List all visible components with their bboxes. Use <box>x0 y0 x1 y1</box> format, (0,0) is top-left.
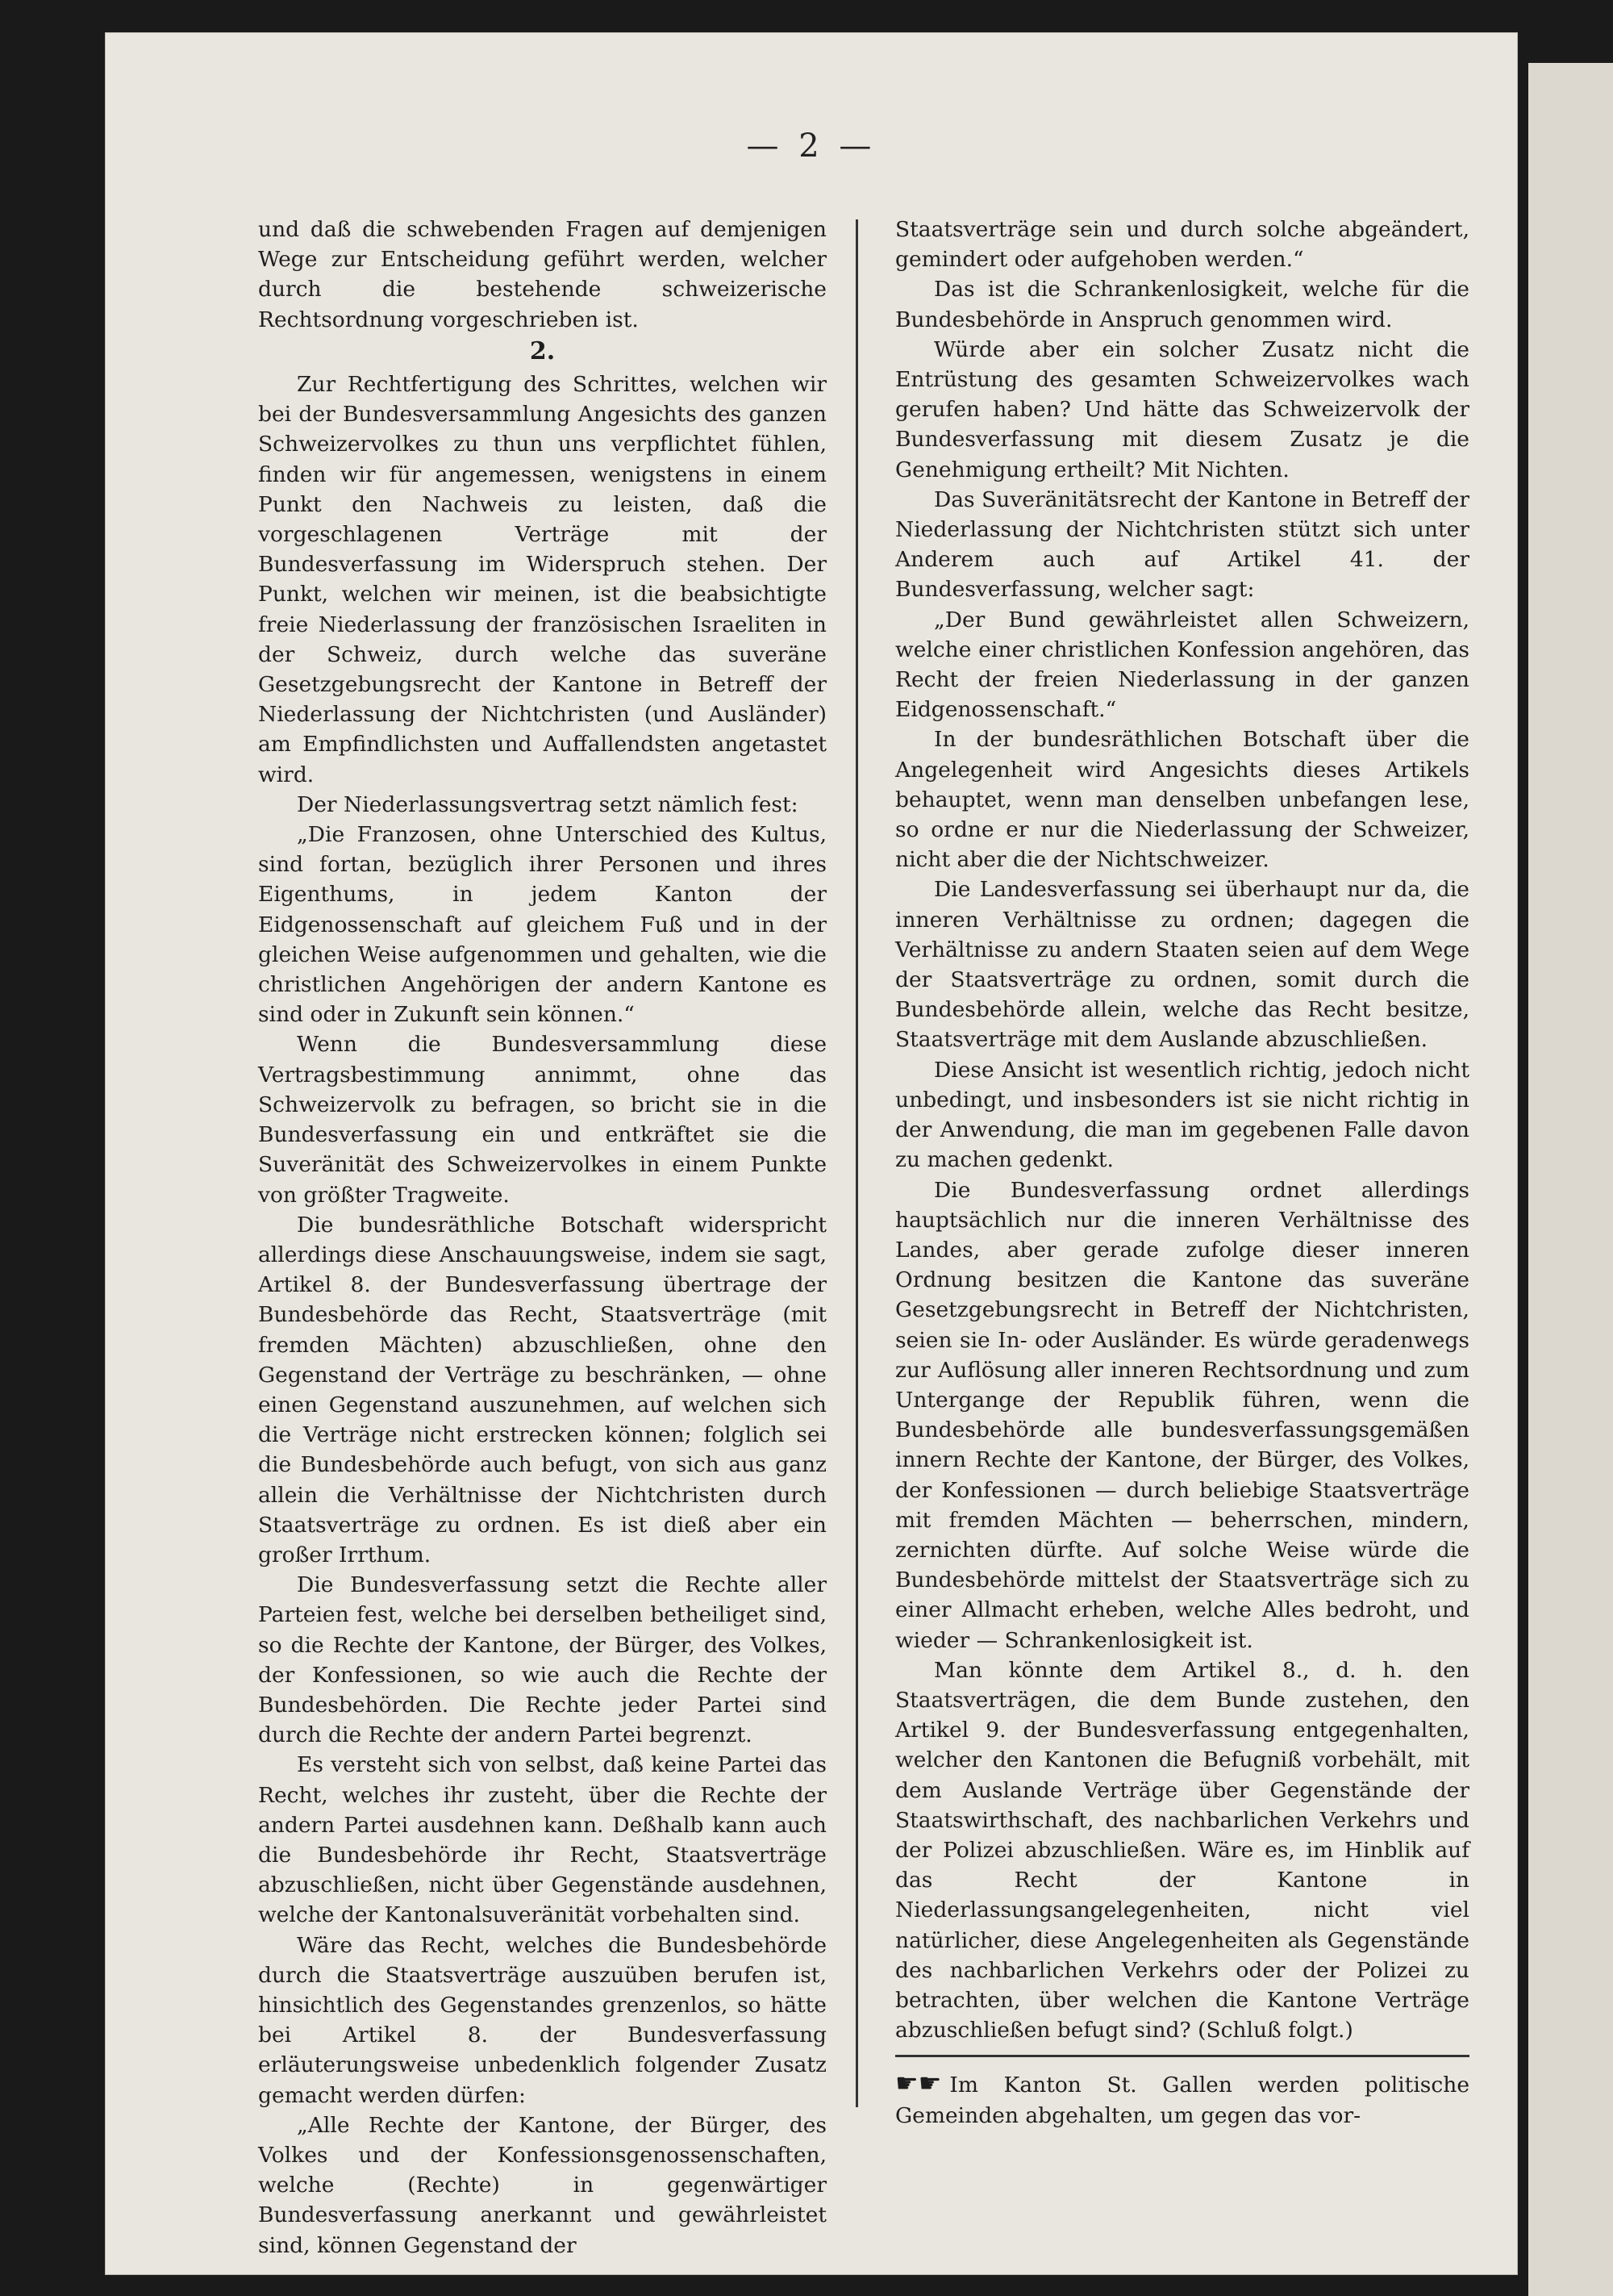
paragraph: Diese Ansicht ist wesentlich richtig, jedoch nicht unbedingt, und insbesonders ist sie nicht richtig in der Anwendung, die man im gegebenen Falle davon zu machen gedenkt. <box>895 1057 1469 1173</box>
paragraph: und daß die schwebenden Fragen auf demjenigen Wege zur Entscheidung geführt werden, welcher durch die bestehende schweizerische Rechtsordnung vorgeschrieben ist. <box>258 217 827 332</box>
right-column <box>895 215 1469 2131</box>
left-column <box>258 215 827 2261</box>
paragraph: Staatsverträge sein und durch solche abgeändert, gemindert oder aufgehoben werden.“ <box>895 217 1469 273</box>
column-divider <box>856 219 858 2107</box>
paragraph: Die bundesräthliche Botschaft widerspricht allerdings diese Anschauungsweise, indem sie sagt, Artikel 8. der Bundesverfassung übertrage der Bundesbehörde das Recht, Staatsverträge (mit fremden Mächten) abzuschließen, ohne den Gegenstand der Verträge zu beschränken, — ohne einen Gegenstand auszunehmen, auf welchen sich die Verträge nicht erstrecken können; folglich sei die Bundesbehörde auch befugt, von sich aus ganz allein die Verhältnisse der Nichtchristen durch Staatsverträge zu ordnen. Es ist dieß aber ein großer Irrthum. <box>258 1212 827 1568</box>
quote-paragraph: „Alle Rechte der Kantone, der Bürger, des Volkes und der Konfessionsgenossenschaften, welche (Rechte) in gegenwärtiger Bundesverfassung anerkannt und gewährleistet sind, können Gegenstand der <box>258 2112 827 2258</box>
newspaper-page <box>105 32 1518 2275</box>
paragraph: Die Bundesverfassung setzt die Rechte aller Parteien fest, welche bei derselben betheiliget sind, so die Rechte der Kantone, der Bürger, des Volkes, der Konfessionen, so wie auch die Rechte der Bundesbehörden. Die Rechte jeder Partei sind durch die Rechte der andern Partei begrenzt. <box>258 1572 827 1748</box>
notice-divider <box>895 2055 1469 2057</box>
notice-text: Im Kanton St. Gallen werden politische Gemeinden abgehalten, um gegen das vor- <box>895 2073 1469 2128</box>
paragraph: Das ist die Schrankenlosigkeit, welche für die Bundesbehörde in Anspruch genommen wird. <box>895 277 1469 332</box>
adjacent-page-edge <box>1528 63 1613 2296</box>
paragraph: Das Suveränitätsrecht der Kantone in Betreff der Niederlassung der Nichtchristen stützt sich unter Anderem auch auf Artikel 41. der Bundesverfassung, welcher sagt: <box>895 486 1469 603</box>
paragraph: Man könnte dem Artikel 8., d. h. den Staatsverträgen, die dem Bunde zustehen, den Artikel 9. der Bundesverfassung entgegenhalten, welcher den Kantonen die Befugniß vorbehält, mit dem Auslande Verträge über Gegenstände der Staatswirthschaft, des nachbarlichen Verkehrs und der Polizei abzuschließen. Wäre es, im Hinblik auf das Recht der Kantone in Niederlassungsangelegenheiten, nicht viel natürlicher, diese Angelegenheiten als Gegenstände des nachbarlichen Verkehrs oder der Polizei zu betrachten, über welchen die Kantone Verträge abzuschließen befugt sind? (Schluß folgt.) <box>895 1657 1469 2043</box>
paragraph: Es versteht sich von selbst, daß keine Partei das Recht, welches ihr zusteht, über die Rechte der andern Partei ausdehnen kann. Deßhalb kann auch die Bundesbehörde ihr Recht, Staatsverträge abzuschließen, nicht über Gegenstände ausdehnen, welche der Kantonalsuveränität vorbehalten sind. <box>258 1752 827 1928</box>
paragraph: Die Landesverfassung sei überhaupt nur da, die inneren Verhältnisse zu ordnen; dagegen die Verhältnisse zu andern Staaten seien auf dem Wege der Staatsverträge zu ordnen, somit durch die Bundesbehörde allein, welche das Recht besitze, Staatsverträge mit dem Auslande abzuschließen. <box>895 877 1469 1053</box>
paragraph: Zur Rechtfertigung des Schrittes, welchen wir bei der Bundesversammlung Angesichts des ganzen Schweizervolkes zu thun uns verpflichtet fühlen, finden wir für angemessen, wenigstens in einem Punkt den Nachweis zu leisten, daß die vorgeschlagenen Verträge mit der Bundesverfassung im Widerspruch stehen. Der Punkt, welchen wir meinen, ist die beabsichtigte freie Niederlassung der französischen Israeliten in der Schweiz, durch welche das suveräne Gesetzgebungsrecht der Kantone in Betreff der Niederlassung der Nichtchristen (und Ausländer) am Empfindlichsten und Auffallendsten angetastet wird. <box>258 372 827 787</box>
pointing-hand-icon: ☛☛ <box>895 2068 942 2099</box>
paragraph: Wenn die Bundesversammlung diese Vertragsbestimmung annimmt, ohne das Schweizervolk zu befragen, so bricht sie in die Bundesverfassung ein und entkräftet sie die Suveränität des Schweizervolkes in einem Punkte von größter Tragweite. <box>258 1032 827 1208</box>
page-number: — 2 — <box>746 127 877 165</box>
paragraph: Der Niederlassungsvertrag setzt nämlich fest: <box>297 791 798 817</box>
quote-paragraph: „Der Bund gewährleistet allen Schweizern, welche einer christlichen Konfession angehören, das Recht der freien Niederlassung in der ganzen Eidgenossenschaft.“ <box>895 607 1469 723</box>
section-number: 2. <box>529 336 556 365</box>
paragraph: Wäre das Recht, welches die Bundesbehörde durch die Staatsverträge auszuüben berufen ist, hinsichtlich des Gegenstandes grenzenlos, so hätte bei Artikel 8. der Bundesverfassung erläuterungsweise unbedenklich folgender Zusatz gemacht werden dürfen: <box>258 1932 827 2108</box>
paragraph: In der bundesräthlichen Botschaft über die Angelegenheit wird Angesichts dieses Artikels behauptet, wenn man denselben unbefangen lese, so ordne er nur die Niederlassung der Schweizer, nicht aber die der Nichtschweizer. <box>895 727 1469 873</box>
paragraph: Würde aber ein solcher Zusatz nicht die Entrüstung des gesamten Schweizervolkes wach gerufen haben? Und hätte das Schweizervolk der Bundesverfassung mit diesem Zusatz je die Genehmigung ertheilt? Mit Nichten. <box>895 336 1469 482</box>
paragraph: Die Bundesverfassung ordnet allerdings hauptsächlich nur die inneren Verhältnisse des Landes, aber gerade zufolge dieser inneren Ordnung besitzen die Kantone das suveräne Gesetzgebungsrecht in Betreff der Nichtchristen, seien sie In- oder Ausländer. Es würde geradenwegs zur Auflösung aller inneren Rechtsordnung und zum Untergange der Republik führen, wenn die Bundesbehörde alle bundesverfassungsgemäßen innern Rechte der Kantone, der Bürger, des Volkes, der Konfessionen — durch beliebige Staatsverträge mit fremden Mächten — beherrschen, mindern, zernichten dürfte. Auf solche Weise würde die Bundesbehörde mittelst der Staatsverträge sich zu einer Allmacht erheben, welche Alles bedroht, und wieder — Schrankenlosigkeit ist. <box>895 1177 1469 1653</box>
quote-paragraph: „Die Franzosen, ohne Unterschied des Kultus, sind fortan, bezüglich ihrer Personen und ihres Eigenthums, in jedem Kanton der Eidgenossenschaft auf gleichem Fuß und in der gleichen Weise aufgenommen und gehalten, wie die christlichen Angehörigen der andern Kantone es sind oder in Zukunft sein können.“ <box>258 822 827 1028</box>
notice-paragraph <box>895 2068 1469 2130</box>
